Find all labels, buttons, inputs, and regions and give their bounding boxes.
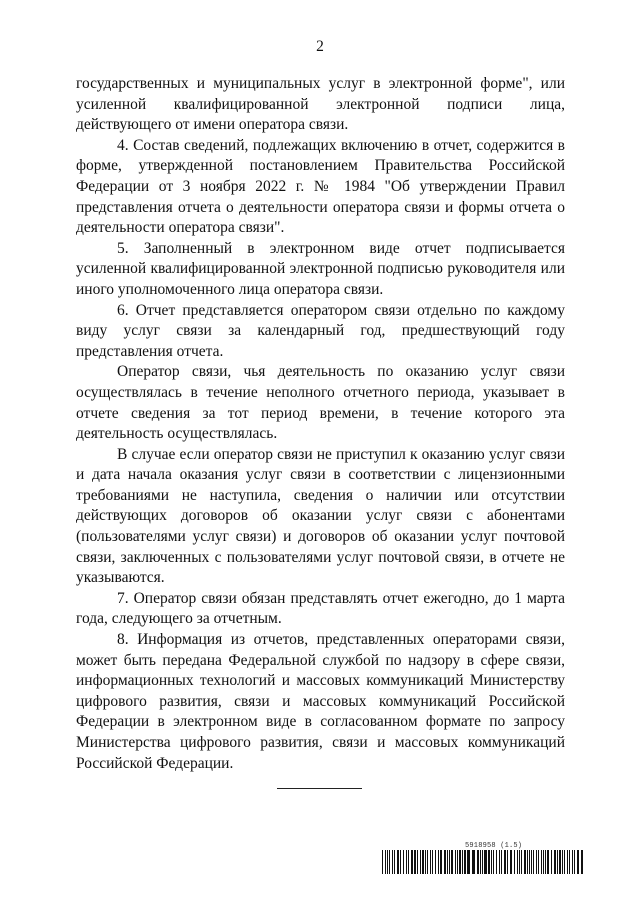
paragraph: 8. Информация из отчетов, представленных операторами связи, может быть передана Федеральной службой по надзору в сфере связи, информационных технологий и массовых коммуникаций Министерству цифрового развития, связи и массовых коммуникаций Российской Федерации в электронном виде в согласованном формате по запросу Министерства цифрового развития, связи и массовых коммуникаций Российской Федерации. bbox=[76, 631, 565, 772]
paragraph: 7. Оператор связи обязан представлять отчет ежегодно, до 1 марта года, следующего за отчетным. bbox=[76, 589, 565, 628]
barcode-image bbox=[382, 850, 586, 874]
document-body bbox=[76, 74, 565, 774]
paragraph: 5. Заполненный в электронном виде отчет подписывается усиленной квалифицированной электронной подписью руководителя или иного уполномоченного лица оператора связи. bbox=[76, 239, 565, 298]
paragraph: В случае если оператор связи не приступил к оказанию услуг связи и дата начала оказания услуг связи в соответствии с лицензионными требованиями не наступила, сведения о наличии или отсутствии действующих договоров об оказании услуг связи с абонентами (пользователями услуг связи) и договоров об оказании услуг почтовой связи, заключенных с пользователями услуг почтовой связи, в отчете не указываются. bbox=[76, 445, 565, 587]
paragraph: Оператор связи, чья деятельность по оказанию услуг связи осуществлялась в течение неполного отчетного периода, указывает в отчете сведения за тот период времени, в течение которого эта деятельность осуществлялась. bbox=[76, 363, 565, 443]
end-divider bbox=[277, 788, 362, 789]
paragraph: государственных и муниципальных услуг в электронной форме", или усиленной квалифицированной электронной подписи лица, действующего от имени оператора связи. bbox=[76, 75, 565, 134]
document-code: 5918958 (1.5) bbox=[465, 842, 523, 850]
paragraph: 6. Отчет представляется оператором связи отдельно по каждому виду услуг связи за календарный год, предшествующий году представления отчета. bbox=[76, 301, 565, 360]
paragraph: 4. Состав сведений, подлежащих включению в отчет, содержится в форме, утвержденной постановлением Правительства Российской Федерации от 3 ноября 2022 г. № 1984 "Об утверждении Правил представления отчета о деятельности оператора связи и формы отчета о деятельности оператора связи". bbox=[76, 136, 565, 237]
page-number: 2 bbox=[316, 38, 324, 55]
